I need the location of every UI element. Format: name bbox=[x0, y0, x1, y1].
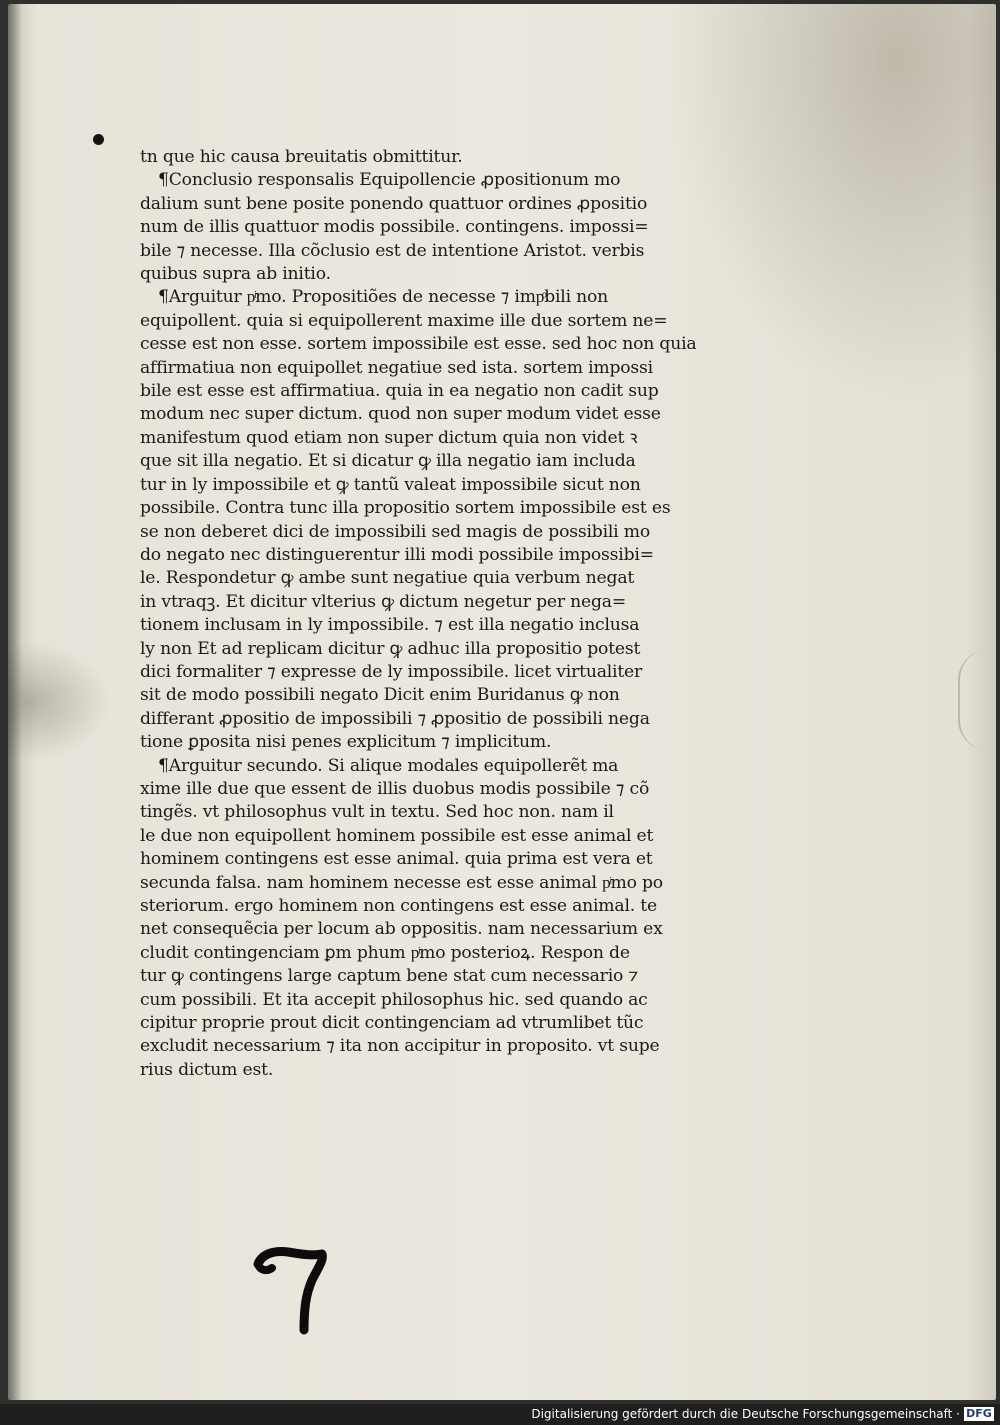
text-line: manifestum quod etiam non super dictum quia non videt ꝛ bbox=[140, 427, 638, 448]
text-line: sit de modo possibili negato Dicit enim Buridanus ꝙ non bbox=[140, 685, 620, 706]
text-line: possibile. Contra tunc illa propositio sortem impossibile est es bbox=[140, 498, 671, 519]
text-line: secunda falsa. nam hominem necesse est esse animal pͥmo po bbox=[140, 872, 663, 893]
text-line: differant ꝓpositio de impossibili ⁊ ꝓpositio de possibili nega bbox=[140, 708, 650, 729]
text-line: tur in ly impossibile et ꝙ tantũ valeat impossibile sicut non bbox=[140, 474, 641, 495]
text-line: hominem contingens est esse animal. quia prima est vera et bbox=[140, 849, 653, 870]
text-line: tione ꝑposita nisi penes explicitum ⁊ implicitum. bbox=[140, 732, 552, 753]
incunable-text-block bbox=[140, 146, 725, 1082]
handwritten-folio-number bbox=[252, 1246, 332, 1336]
gutter-shadow bbox=[8, 4, 22, 1400]
text-line: dalium sunt bene posite ponendo quattuor ordines ꝓpositio bbox=[140, 193, 648, 214]
text-line: num de illis quattuor modis possibile. contingens. impossi= bbox=[140, 217, 649, 238]
funding-credit: Digitalisierung gefördert durch die Deutsche Forschungsgemeinschaft · bbox=[531, 1407, 960, 1421]
text-line: rius dictum est. bbox=[140, 1059, 274, 1080]
text-line: tur ꝙ contingens large captum bene stat cum necessario ⁊ bbox=[140, 966, 639, 987]
text-line: ¶Conclusio responsalis Equipollencie ꝓpositionum mo bbox=[158, 170, 621, 191]
text-line: steriorum. ergo hominem non contingens est esse animal. te bbox=[140, 896, 657, 916]
text-line: quibus supra ab initio. bbox=[140, 264, 331, 285]
text-line: in vtraqꝫ. Et dicitur vlterius ꝙ dictum negetur per nega= bbox=[140, 591, 627, 612]
text-line: xime ille due que essent de illis duobus modis possibile ⁊ cõ bbox=[140, 778, 650, 799]
text-line: tionem inclusam in ly impossibile. ⁊ est illa negatio inclusa bbox=[140, 615, 640, 636]
text-line: que sit illa negatio. Et si dicatur ꝙ illa negatio iam includa bbox=[140, 451, 636, 472]
text-line: bile ⁊ necesse. Illa cõclusio est de intentione Aristot. verbis bbox=[140, 240, 645, 261]
text-line: cipitur proprie prout dicit contingenciam ad vtrumlibet tũc bbox=[140, 1013, 644, 1034]
text-line: ly non Et ad replicam dicitur ꝙ adhuc illa propositio potest bbox=[140, 638, 641, 659]
text-line: cum possibili. Et ita accepit philosophus hic. sed quando ac bbox=[140, 989, 648, 1010]
page-fold-mark bbox=[958, 650, 1000, 750]
text-line: bile est esse est affirmatiua. quia in ea negatio non cadit sup bbox=[140, 381, 659, 402]
text-line: do negato nec distinguerentur illi modi possibile impossibi= bbox=[140, 544, 654, 565]
text-line: ¶Arguitur secundo. Si alique modales equipollerẽt ma bbox=[158, 755, 619, 776]
ink-dot bbox=[93, 134, 104, 145]
text-line: dici formaliter ⁊ expresse de ly impossibile. licet virtualiter bbox=[140, 661, 643, 682]
text-line: le due non equipollent hominem possibile est esse animal et bbox=[140, 825, 654, 846]
text-line: tn que hic causa breuitatis obmittitur. bbox=[140, 147, 463, 167]
dfg-logo: DFG bbox=[964, 1407, 994, 1421]
text-line: se non deberet dici de impossibili sed magis de possibili mo bbox=[140, 521, 650, 542]
text-line: affirmatiua non equipollet negatiue sed ista. sortem impossi bbox=[140, 357, 653, 378]
text-line: cludit contingenciam ꝑm phum pͥmo posterioꝝ. Respon de bbox=[140, 942, 630, 963]
text-line: modum nec super dictum. quod non super modum videt esse bbox=[140, 404, 661, 425]
digitization-footer bbox=[0, 1404, 1000, 1425]
text-line: le. Respondetur ꝙ ambe sunt negatiue quia verbum negat bbox=[140, 568, 635, 589]
text-line: ¶Arguitur pͥmo. Propositiões de necesse ⁊ impͦbili non bbox=[158, 287, 609, 308]
text-line: equipollent. quia si equipollerent maxime ille due sortem ne= bbox=[140, 310, 668, 331]
text-line: tingẽs. vt philosophus vult in textu. Sed hoc non. nam il bbox=[140, 802, 614, 823]
text-line: excludit necessarium ⁊ ita non accipitur in proposito. vt supe bbox=[140, 1036, 660, 1057]
text-line: cesse est non esse. sortem impossibile est esse. sed hoc non quia bbox=[140, 334, 697, 355]
text-line: net consequẽcia per locum ab oppositis. nam necessarium ex bbox=[140, 919, 663, 940]
